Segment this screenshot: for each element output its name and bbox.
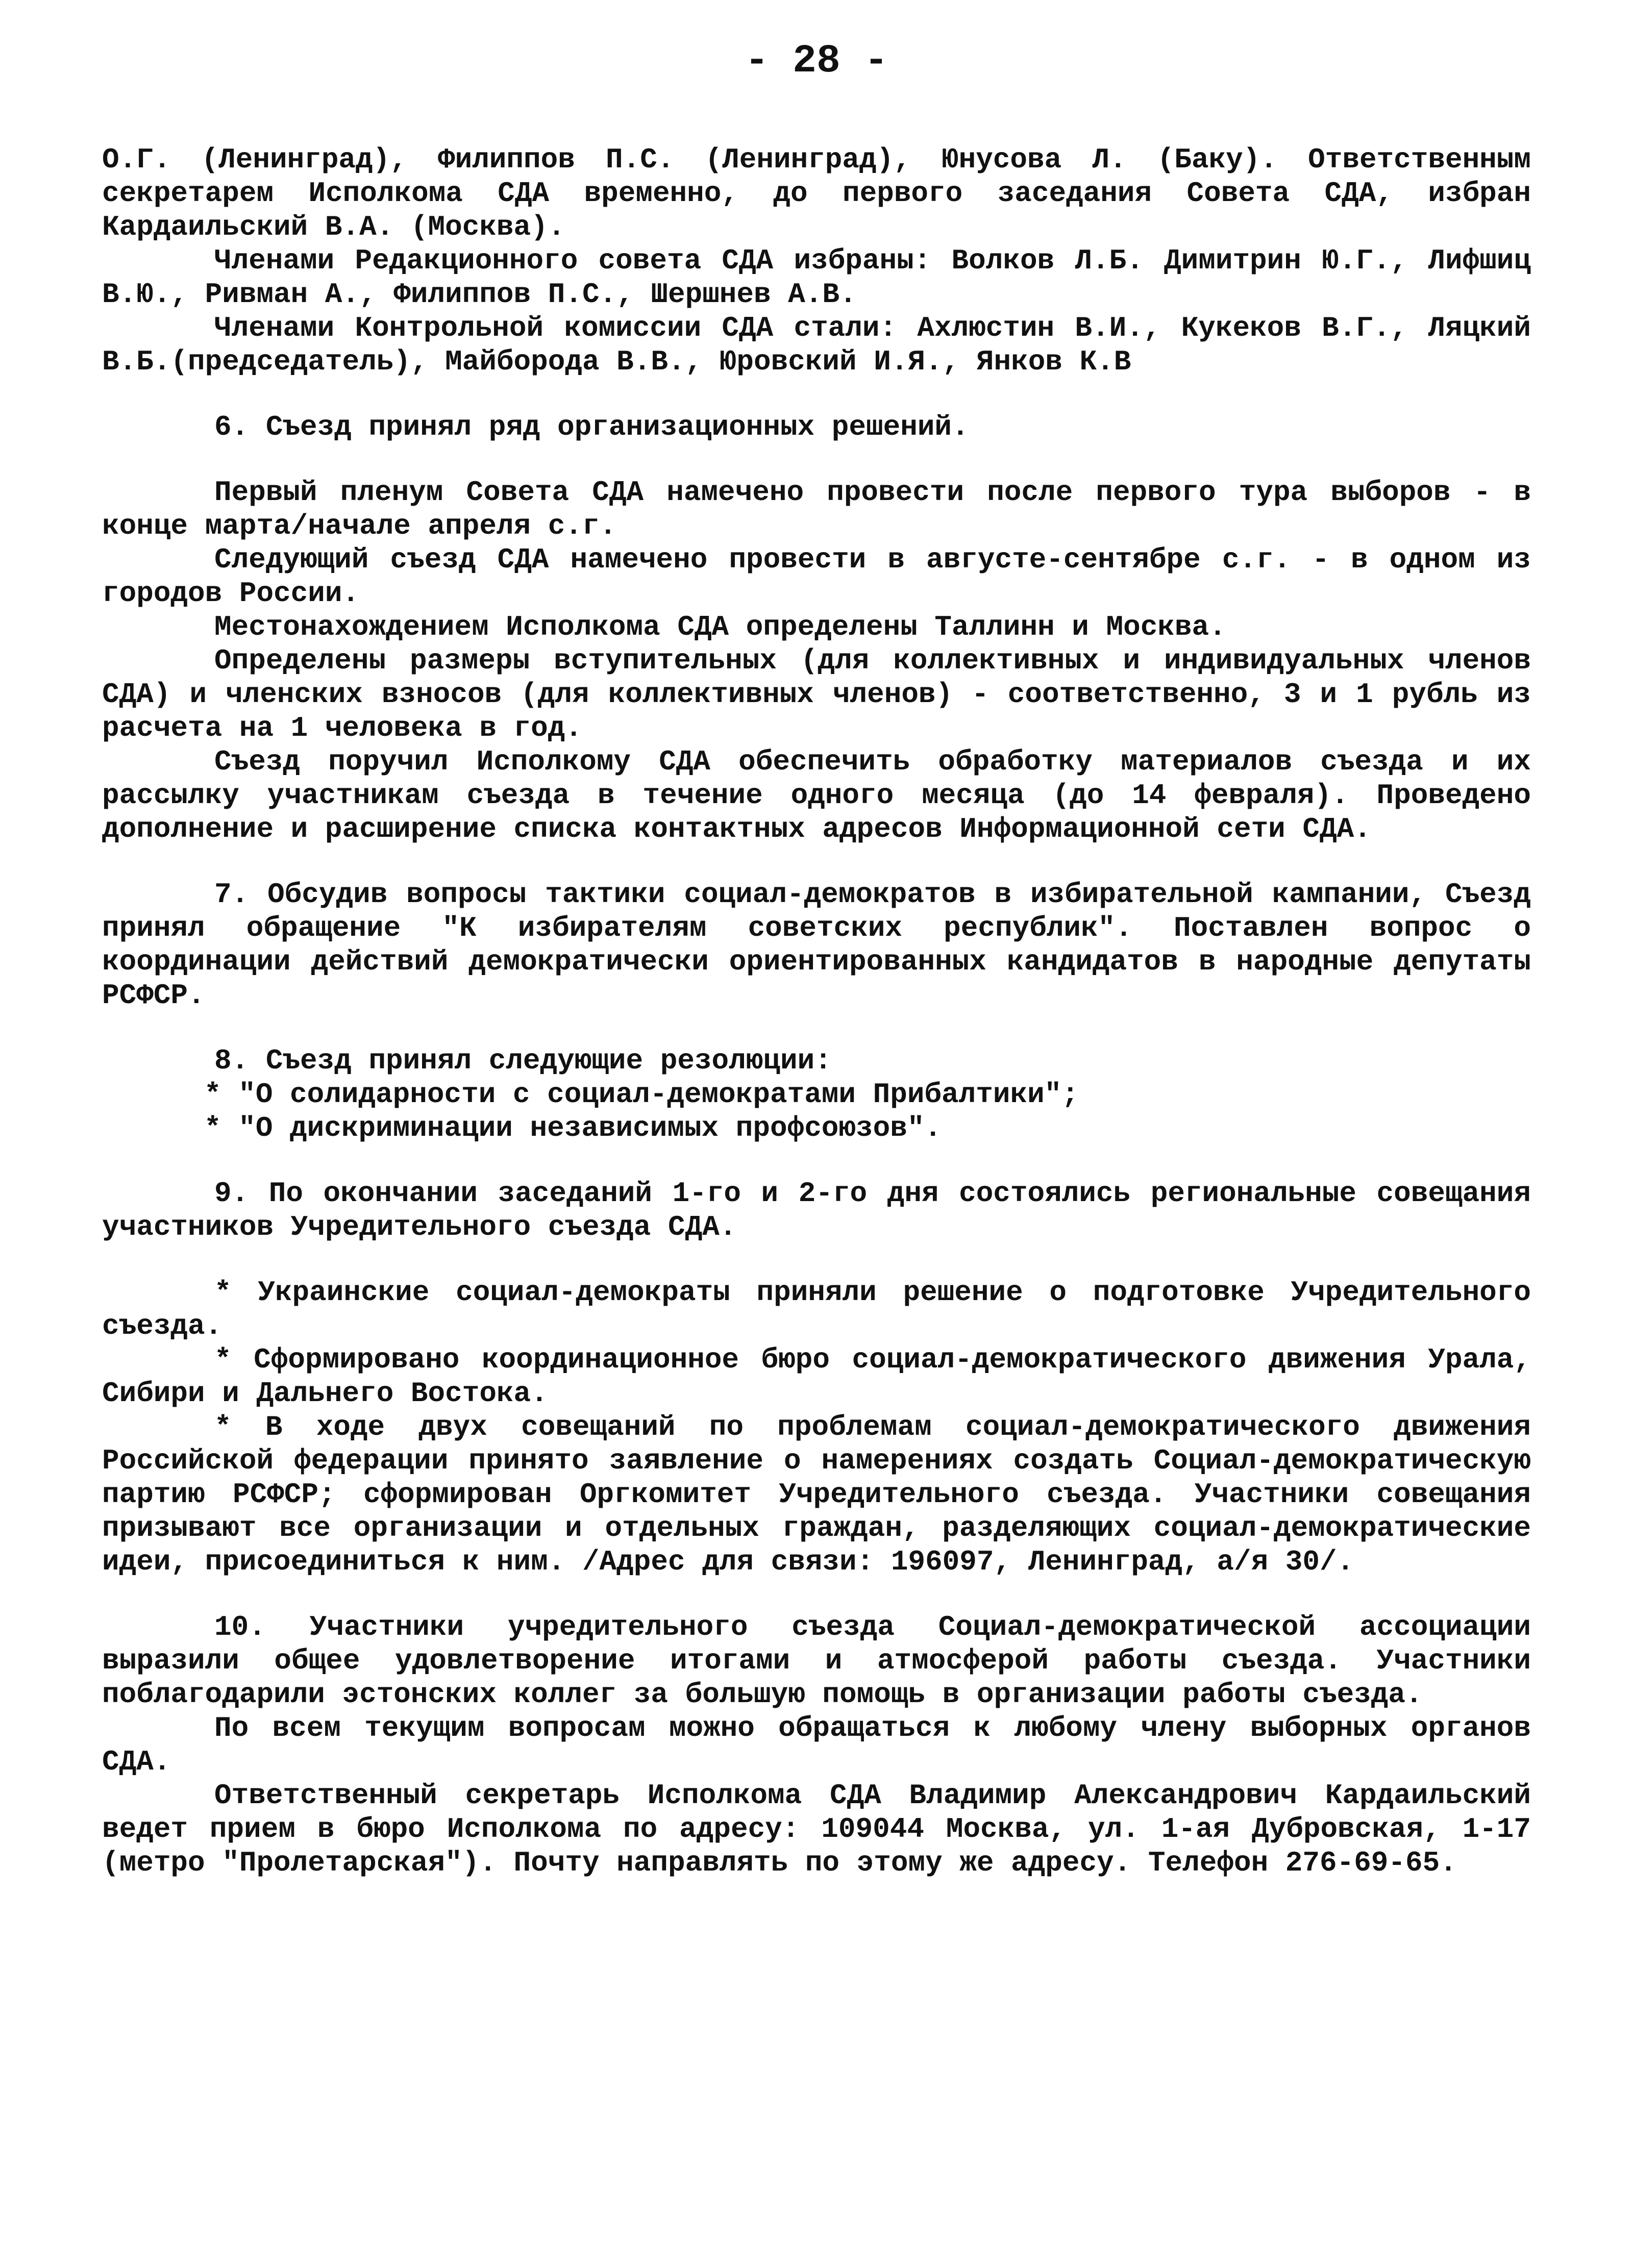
resolution-item: * "О солидарности с социал-демократами Прибалтики"; [204,1078,1079,1111]
document-page [102,36,1531,1880]
paragraph-next-congress: Следующий съезд СДА намечено провести в августе-сентябре с.г. - в одном из городов России. [102,543,1531,610]
resolution-item: * "О дискриминации независимых профсоюзов". [204,1112,942,1144]
page-number: - 28 - [745,39,888,84]
section-10-paragraph: 10. Участники учредительного съезда Социал-демократической ассоциации выразили общее удовлетворение итогами и атмосферой работы съезда. Участники поблагодарили эстонских коллег за большую помощь в организации работы съезда. [102,1611,1531,1711]
section-9-paragraph: 9. По окончании заседаний 1-го и 2-го дня состоялись региональные совещания участников Учредительного съезда СДА. [102,1177,1531,1243]
section-7-paragraph: 7. Обсудив вопросы тактики социал-демократов в избирательной кампании, Съезд принял обращение "К избирателям советских республик". Поставлен вопрос о координации действий демократически ориентированных кандидатов в народные депутаты РСФСР. [102,878,1531,1012]
regional-item-russia: * В ходе двух совещаний по проблемам социал-демократического движения Российской федерации принято заявление о намерениях создать Социал-демократическую партию РСФСР; сформирован Оргкомитет Учредительного съезда. Участники совещания призывают все организации и отдельных граждан, разделяющих социал-демократические идеи, присоединиться к ним. /Адрес для связи: 196097, Ленинград, а/я 30/. [102,1411,1531,1578]
paragraph-contact-members: По всем текущим вопросам можно обращаться к любому члену выборных органов СДА. [102,1712,1531,1778]
paragraph-membership-fees: Определены размеры вступительных (для коллективных и индивидуальных членов СДА) и членских взносов (для коллективных членов) - соответственно, 3 и 1 рубль из расчета на 1 человека в год. [102,644,1531,744]
paragraph-materials-processing: Съезд поручил Исполкому СДА обеспечить обработку материалов съезда и их рассылку участникам съезда в течение одного месяца (до 14 февраля). Проведено дополнение и расширение списка контактных адресов Информационной сети СДА. [102,745,1531,845]
section-6-heading: 6. Съезд принял ряд организационных решений. [214,411,969,443]
paragraph-secretary-address: Ответственный секретарь Исполкома СДА Владимир Александрович Кардаильский ведет прием в бюро Исполкома по адресу: 109044 Москва, ул. 1-ая Дубровская, 1-17 (метро "Пролетарская"). Почту направлять по этому же адресу. Телефон 276-69-65. [102,1779,1531,1879]
paragraph-control-commission: Членами Контрольной комиссии СДА стали: Ахлюстин В.И., Кукеков В.Г., Ляцкий В.Б.(председатель), Майборода В.В., Юровский И.Я., Янков К.В [102,312,1531,378]
paragraph-first-plenum: Первый пленум Совета СДА намечено провести после первого тура выборов - в конце марта/начале апреля с.г. [102,476,1531,542]
regional-item-ural: * Сформировано координационное бюро социал-демократического движения Урала, Сибири и Дальнего Востока. [102,1343,1531,1410]
paragraph-elected-secretary: О.Г. (Ленинград), Филиппов П.С. (Ленинград), Юнусова Л. (Баку). Ответственным секретарем Исполкома СДА временно, до первого заседания Совета СДА, избран Кардаильский В.А. (Москва). [102,143,1531,243]
section-8-heading: 8. Съезд принял следующие резолюции: [214,1044,832,1077]
paragraph-editorial-council: Членами Редакционного совета СДА избраны: Волков Л.Б. Димитрин Ю.Г., Лифшиц В.Ю., Ривман А., Филиппов П.С., Шершнев А.В. [102,244,1531,311]
paragraph-executive-location: Местонахождением Исполкома СДА определены Таллинн и Москва. [214,611,1226,643]
regional-item-ukraine: * Украинские социал-демократы приняли решение о подготовке Учредительного съезда. [102,1276,1531,1342]
